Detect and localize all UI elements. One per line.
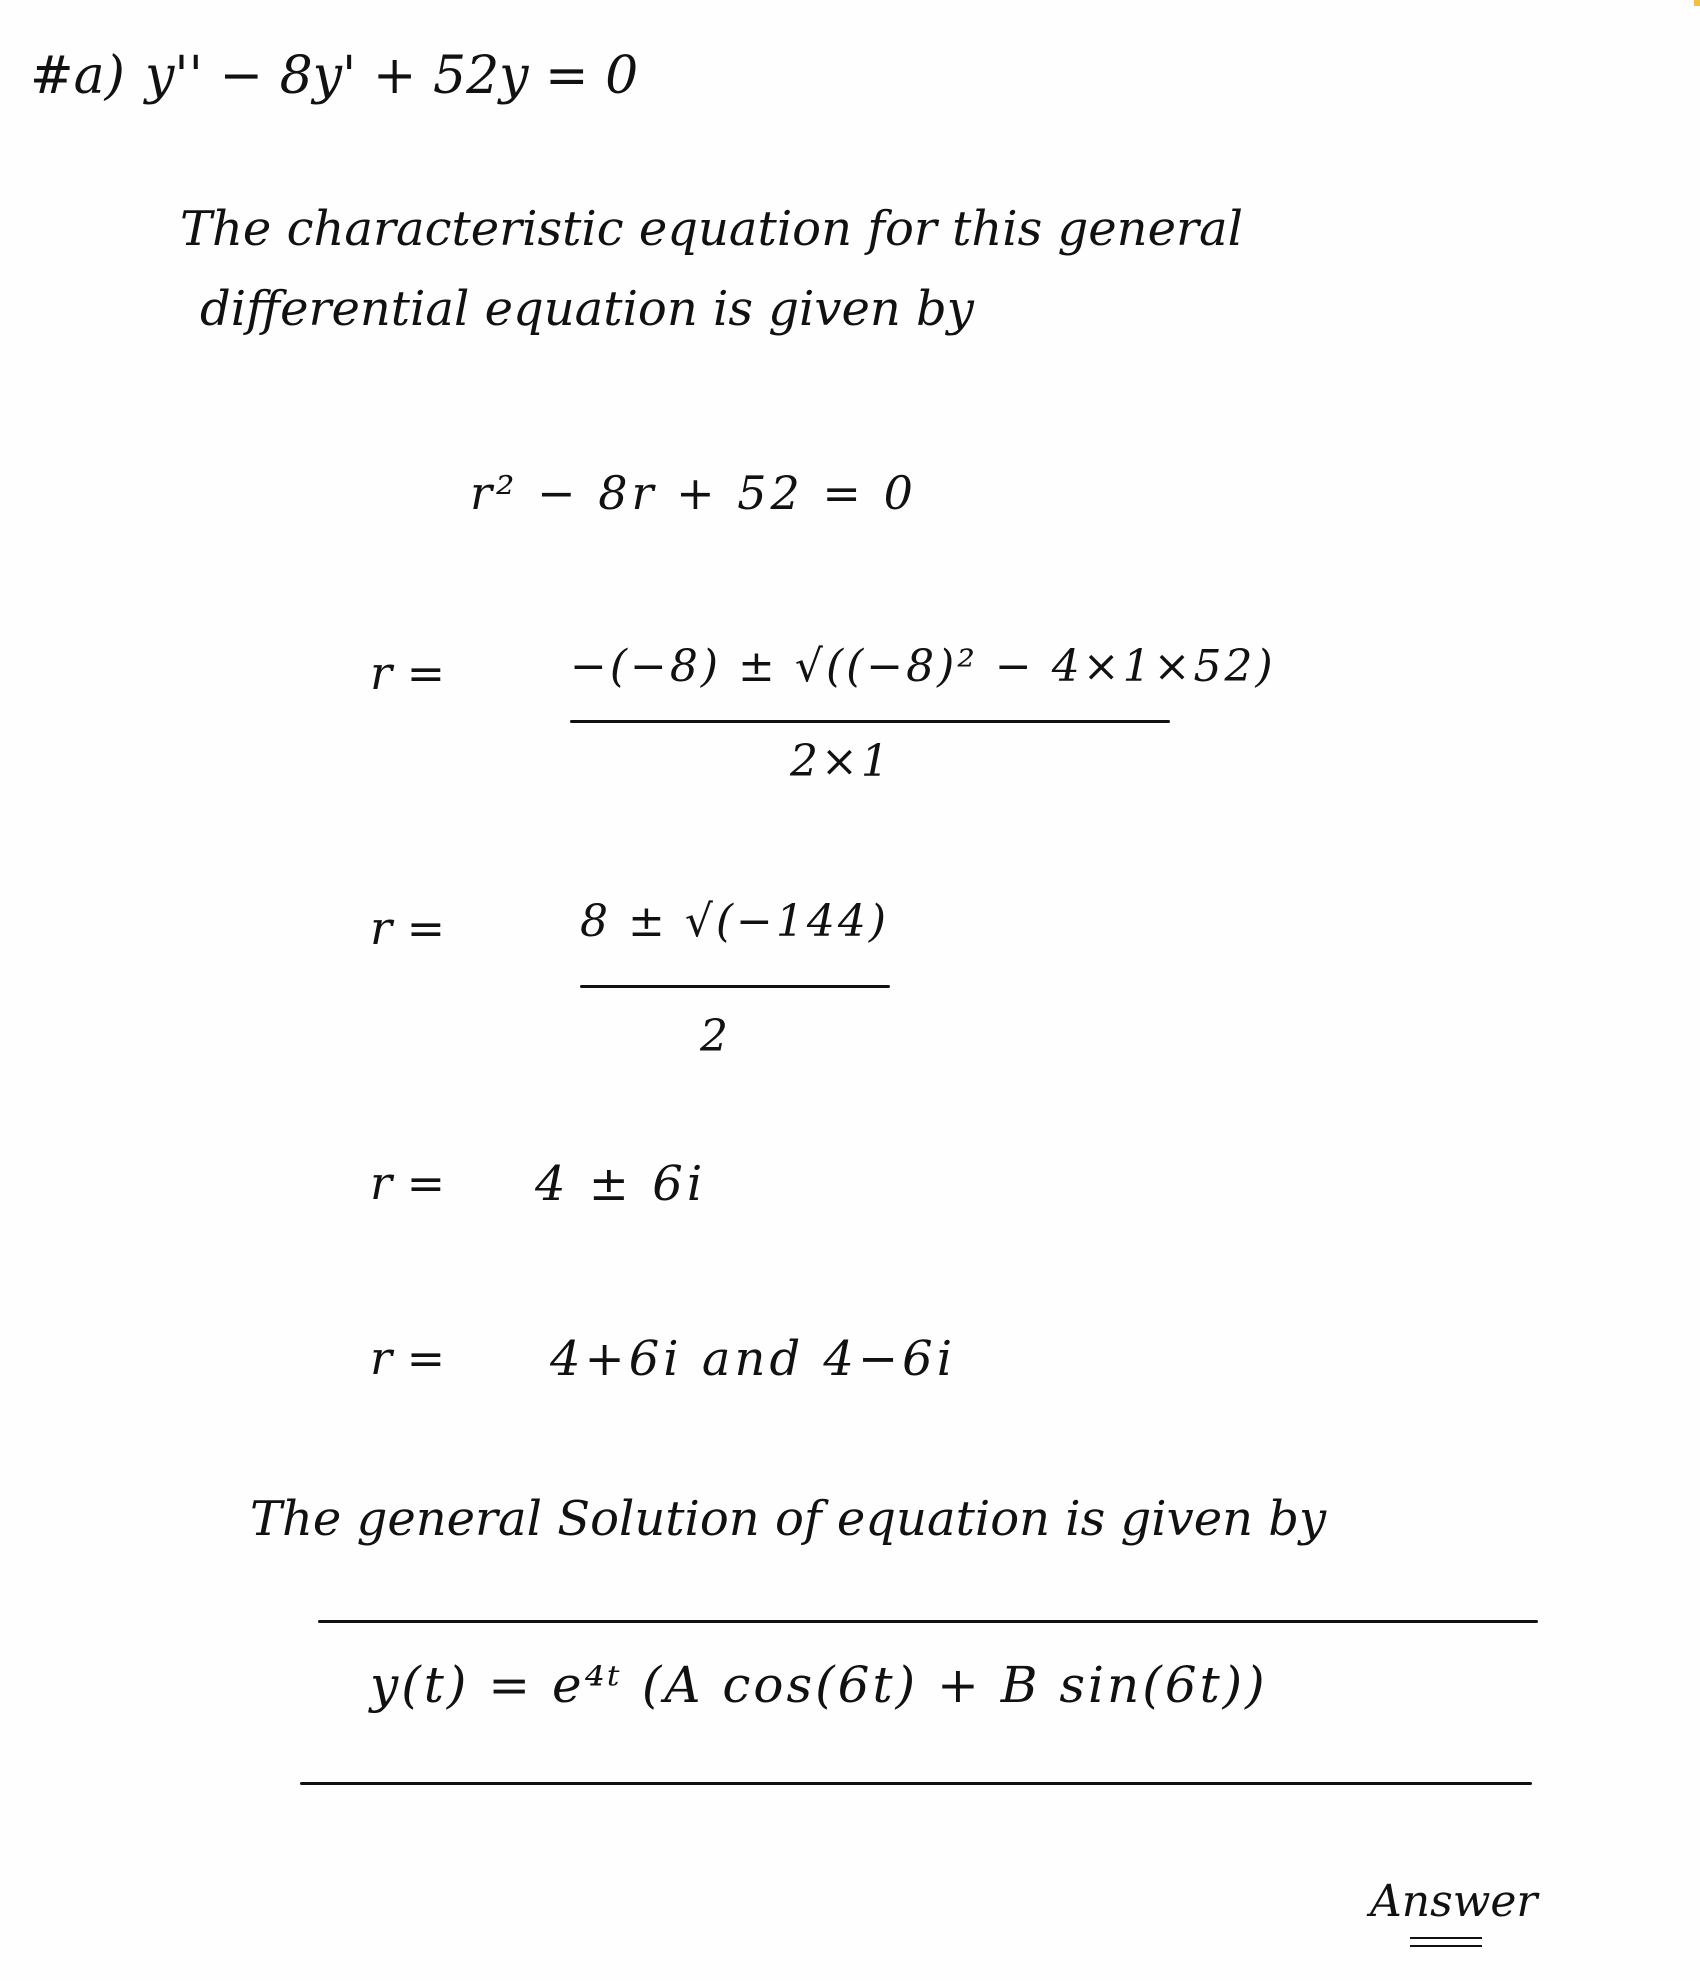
roots-list-rhs: 4+6i and 4−6i <box>550 1331 957 1387</box>
quadratic-denominator: 2×1 <box>790 736 892 787</box>
page-edge-mark <box>1694 0 1700 6</box>
answer-double-underline <box>1410 1937 1482 1947</box>
problem-label: #a) <box>30 46 125 106</box>
simplified-fraction-bar <box>580 985 890 988</box>
simplified-numerator: 8 ± √(−144) <box>580 896 890 947</box>
simplified-denominator: 2 <box>700 1011 731 1062</box>
simplified-lhs: r = <box>370 901 446 955</box>
answer-box-bottom-rule <box>300 1782 1532 1785</box>
roots-pm-lhs: r = <box>370 1156 446 1210</box>
quadratic-lhs: r = <box>370 646 446 700</box>
problem-equation: y'' − 8y' + 52y = 0 <box>145 46 639 106</box>
general-solution-equation: y(t) = e⁴ᵗ (A cos(6t) + B sin(6t)) <box>370 1656 1268 1714</box>
answer-label: Answer <box>1370 1876 1538 1927</box>
intro-line-2: differential equation is given by <box>200 281 974 337</box>
intro-line-1: The characteristic equation for this general <box>180 201 1243 257</box>
roots-pm-rhs: 4 ± 6i <box>535 1156 707 1212</box>
answer-box-top-rule <box>318 1620 1538 1623</box>
quadratic-numerator: −(−8) ± √((−8)² − 4×1×52) <box>570 641 1276 692</box>
characteristic-equation: r² − 8r + 52 = 0 <box>470 466 917 520</box>
general-solution-intro: The general Solution of equation is given by <box>250 1491 1327 1547</box>
roots-list-lhs: r = <box>370 1331 446 1385</box>
quadratic-fraction-bar <box>570 720 1170 723</box>
